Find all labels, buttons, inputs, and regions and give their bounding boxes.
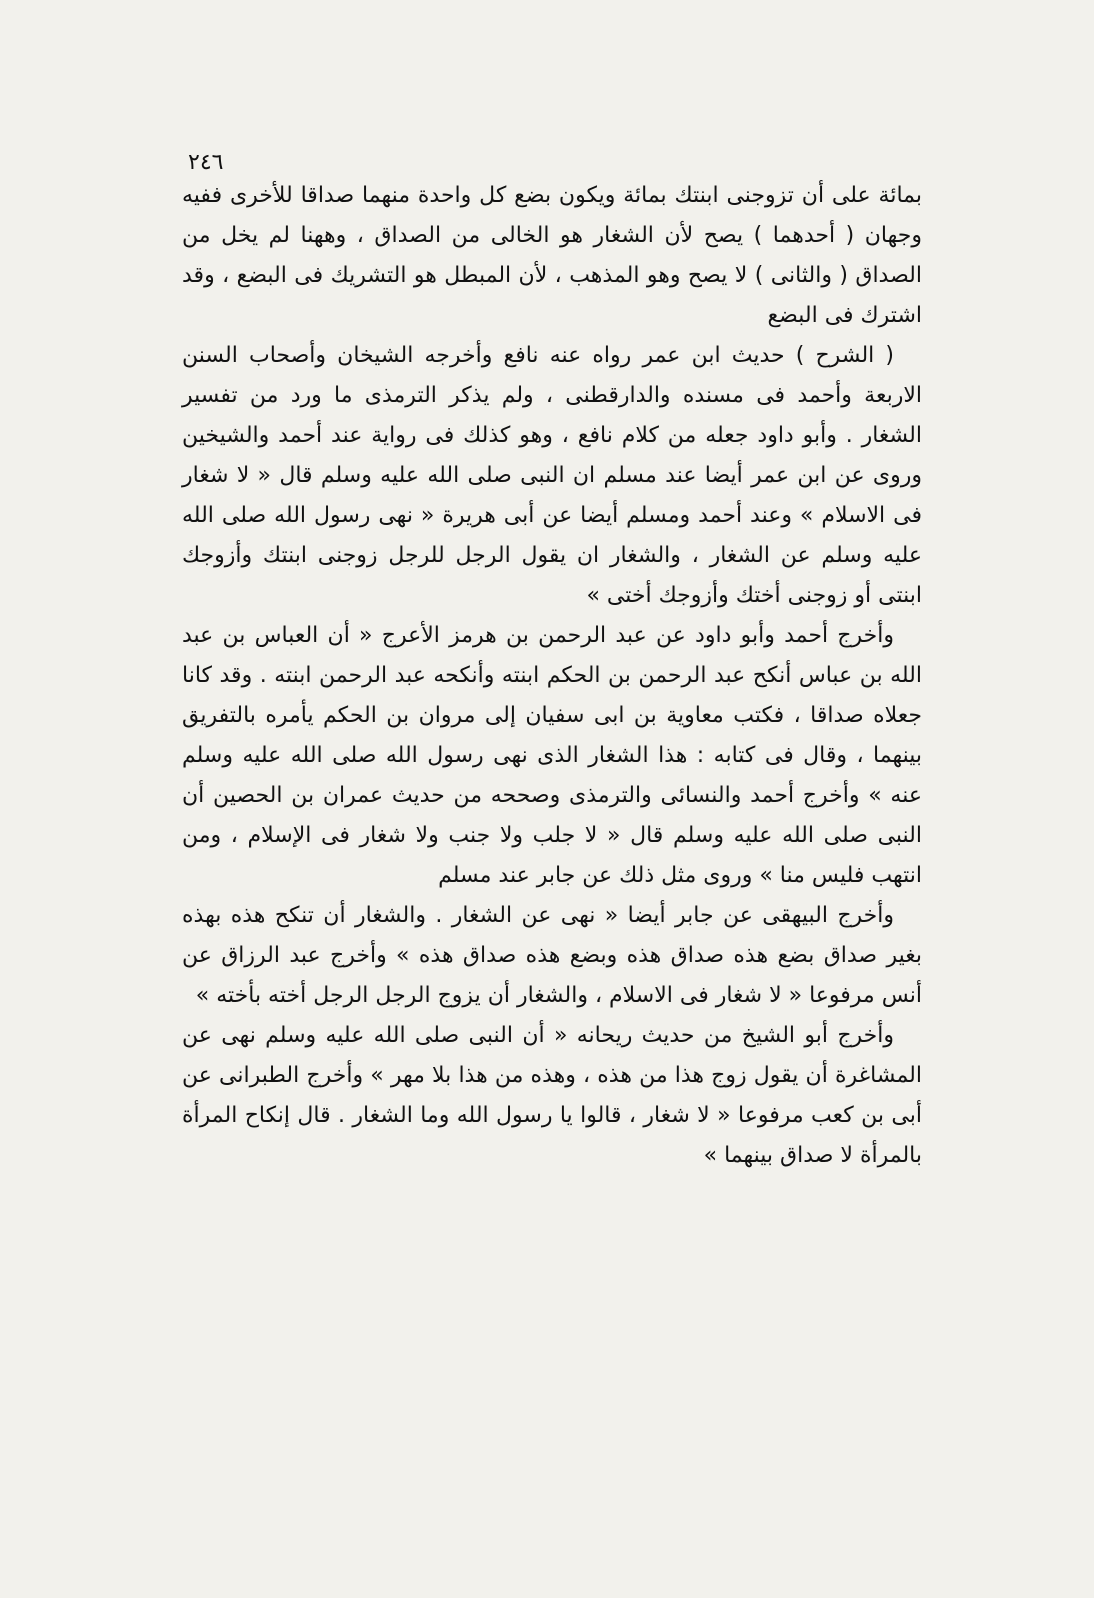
paragraph: بمائة على أن تزوجنى ابنتك بمائة ويكون بضع كل واحدة منهما صداقا للأخرى ففيه وجهان ( أحدهما ) يصح لأن الشغار هو الخالى من الصداق ، وههنا لم يخل من الصداق ( والثانى ) لا يصح وهو المذهب ، لأن المبطل هو التشريك فى البضع ، وقد اشترك فى البضع xyxy=(182,183,922,328)
paragraph: وأخرج أبو الشيخ من حديث ريحانه « أن النبى صلى الله عليه وسلم نهى عن المشاغرة أن يقول زوج هذا من هذه ، وهذه من هذا بلا مهر » وأخرج الطبرانى عن أبى بن كعب مرفوعا « لا شغار ، قالوا يا رسول الله وما الشغار . قال إنكاح المرأة بالمرأة لا صداق بينهما » xyxy=(182,1023,922,1168)
paragraph: وأخرج أحمد وأبو داود عن عبد الرحمن بن هرمز الأعرج « أن العباس بن عبد الله بن عباس أنكح عبد الرحمن بن الحكم ابنته وأنكحه عبد الرحمن ابنته . وقد كانا جعلاه صداقا ، فكتب معاوية بن ابى سفيان إلى مروان بن الحكم يأمره بالتفريق بينهما ، وقال فى كتابه : هذا الشغار الذى نهى رسول الله صلى الله عليه وسلم عنه » وأخرج أحمد والنسائى والترمذى وصححه من حديث عمران بن الحصين أن النبى صلى الله عليه وسلم قال « لا جلب ولا جنب ولا شغار فى الإسلام ، ومن انتهب فليس منا » وروى مثل ذلك عن جابر عند مسلم xyxy=(182,623,922,888)
paragraph: ( الشرح ) حديث ابن عمر رواه عنه نافع وأخرجه الشيخان وأصحاب السنن الاربعة وأحمد فى مسنده والدارقطنى ، ولم يذكر الترمذى ما ورد من تفسير الشغار . وأبو داود جعله من كلام نافع ، وهو كذلك فى رواية عند أحمد والشيخين وروى عن ابن عمر أيضا عند مسلم ان النبى صلى الله عليه وسلم قال « لا شغار فى الاسلام » وعند أحمد ومسلم أيضا عن أبى هريرة « نهى رسول الله صلى الله عليه وسلم عن الشغار ، والشغار ان يقول الرجل للرجل زوجنى ابنتك وأزوجك ابنتى أو زوجنى أختك وأزوجك أختى » xyxy=(182,343,922,608)
paragraph: وأخرج البيهقى عن جابر أيضا « نهى عن الشغار . والشغار أن تنكح هذه بهذه بغير صداق بضع هذه صداق هذه وبضع هذه صداق هذه » وأخرج عبد الرزاق عن أنس مرفوعا « لا شغار فى الاسلام ، والشغار أن يزوج الرجل الرجل أخته بأخته » xyxy=(182,903,922,1008)
page-number: ٢٤٦ xyxy=(188,150,224,175)
body-text xyxy=(182,176,922,1176)
